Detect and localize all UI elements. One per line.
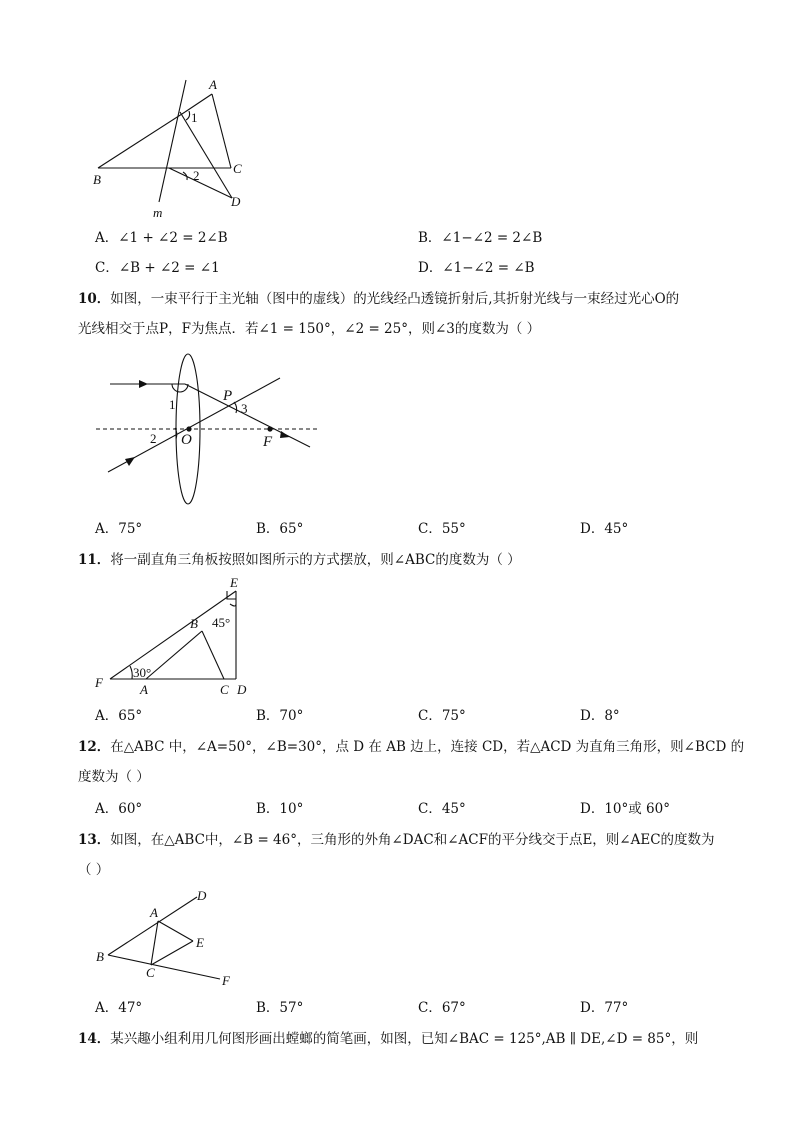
q10-option-a-letter: A． [95, 521, 119, 537]
q13-option-b-letter: B． [256, 1000, 280, 1016]
q13-option-a-text: 47° [118, 1000, 143, 1016]
q13-option-a[interactable] [95, 999, 142, 1017]
q9-label-C: C [233, 161, 242, 176]
q13-line-CE [151, 941, 193, 965]
q10-option-b-letter: B． [256, 521, 280, 537]
q12-option-b-text: 10° [279, 801, 304, 817]
q9-option-b-letter: B． [418, 230, 442, 246]
q9-option-a-letter: A． [95, 230, 119, 246]
q11-option-b-letter: B． [256, 708, 280, 724]
q11-option-c-letter: C． [418, 708, 442, 724]
q9-label-B: B [93, 172, 101, 187]
q9-label-1: 1 [191, 110, 198, 125]
q9-label-m: m [153, 205, 163, 220]
q11-label-B: B [190, 616, 198, 631]
q11-option-d-letter: D． [580, 708, 605, 724]
q11-option-d-text: 8° [604, 708, 620, 724]
q13-option-b[interactable] [256, 999, 303, 1017]
q13-option-c-text: 67° [441, 1000, 466, 1016]
q11-label-E: E [230, 575, 238, 590]
q11-number: 11． [78, 552, 111, 568]
q11-option-c-text: 75° [441, 708, 466, 724]
q10-label-3: 3 [241, 401, 248, 416]
q10-option-b-text: 65° [279, 521, 304, 537]
q13-label-C: C [146, 965, 155, 980]
q14-line1 [78, 1030, 698, 1048]
q11-label-D: D [237, 682, 247, 697]
q9-label-D: D [231, 194, 241, 209]
q10-label-P: P [223, 388, 233, 404]
q11-text-1: 将一副直角三角板按照如图所示的方式摆放，则∠ABC的度数为（ ） [110, 552, 521, 568]
q13-line-AE [158, 921, 193, 941]
q13-label-D: D [197, 888, 207, 903]
q10-label-2: 2 [150, 431, 157, 446]
q10-label-F: F [263, 434, 273, 450]
q10-line2: 光线相交于点P，F为焦点．若∠1 = 150°，∠2 = 25°，则∠3的度数为（ ） [78, 321, 541, 337]
q12-option-d-text: 10°或 60° [604, 801, 670, 817]
q13-option-a-letter: A． [95, 1000, 119, 1016]
q12-line2: 度数为（ ） [78, 769, 150, 785]
q10-label-O: O [181, 432, 192, 448]
q12-option-a-text: 60° [118, 801, 143, 817]
q11-label-C: C [220, 682, 229, 697]
q13-option-c-letter: C． [418, 1000, 442, 1016]
q9-option-c-text: ∠B + ∠2 = ∠1 [118, 260, 220, 276]
q13-label-A: A [150, 905, 158, 920]
q13-number: 13． [78, 832, 111, 848]
q9-option-d-text: ∠1−∠2 = ∠B [442, 260, 535, 276]
q10-option-a-text: 75° [118, 521, 143, 537]
q11-label-A: A [140, 682, 148, 697]
q14-number: 14． [78, 1031, 111, 1047]
q10-option-c-letter: C． [418, 521, 442, 537]
q11-option-a-letter: A． [95, 708, 119, 724]
q13-label-F: F [222, 973, 230, 988]
q10-option-d-letter: D． [580, 521, 605, 537]
q11-option-b-text: 70° [279, 708, 304, 724]
q9-label-2: 2 [193, 168, 200, 183]
q12-option-c-letter: C． [418, 801, 442, 817]
q10-label-1: 1 [169, 397, 176, 412]
q9-option-b-text: ∠1−∠2 = 2∠B [441, 230, 543, 246]
q13-option-b-text: 57° [279, 1000, 304, 1016]
q13-line-AC [151, 921, 158, 965]
q10-number: 10． [78, 291, 111, 307]
q13-line-BF [108, 955, 220, 979]
q10-text-1: 如图，一束平行于主光轴（图中的虚线）的光线经凸透镜折射后,其折射光线与一束经过光心O的 [110, 291, 680, 307]
q13-option-c[interactable] [418, 999, 466, 1017]
q13-text-1: 如图，在△ABC中，∠B = 46°，三角形的外角∠DAC和∠ACF的平分线交于点E，则∠AEC的度数为 [110, 832, 715, 848]
q11-label-30: 30° [133, 665, 152, 680]
q12-option-d-letter: D． [580, 801, 605, 817]
q13-option-d-text: 77° [604, 1000, 629, 1016]
q9-option-d-letter: D． [418, 260, 443, 276]
q11-option-a-text: 65° [118, 708, 143, 724]
q13-label-E: E [196, 935, 204, 950]
q13-line2: （ ） [78, 862, 110, 878]
q12-text-1: 在△ABC 中，∠A=50°，∠B=30°，点 D 在 AB 边上，连接 CD，若△ACD 为直角三角形，则∠BCD 的 [110, 739, 745, 755]
q13-option-d[interactable] [580, 999, 628, 1017]
q10-option-c-text: 55° [441, 521, 466, 537]
q11-label-F: F [95, 675, 103, 690]
q13-label-B: B [96, 949, 104, 964]
q14-text-1: 某兴趣小组利用几何图形画出螳螂的简笔画，如图，已知∠BAC = 125°,AB ∥ DE,∠D = 85°，则 [110, 1031, 699, 1047]
q10-option-d-text: 45° [604, 521, 629, 537]
q9-option-c-letter: C． [95, 260, 119, 276]
q9-label-A: A [209, 77, 217, 92]
q9-option-a-text: ∠1 + ∠2 = 2∠B [118, 230, 228, 246]
q12-number: 12． [78, 739, 111, 755]
q12-option-b-letter: B． [256, 801, 280, 817]
q12-option-c-text: 45° [441, 801, 466, 817]
q13-option-d-letter: D． [580, 1000, 605, 1016]
q12-option-a-letter: A． [95, 801, 119, 817]
q11-label-45: 45° [212, 615, 231, 630]
